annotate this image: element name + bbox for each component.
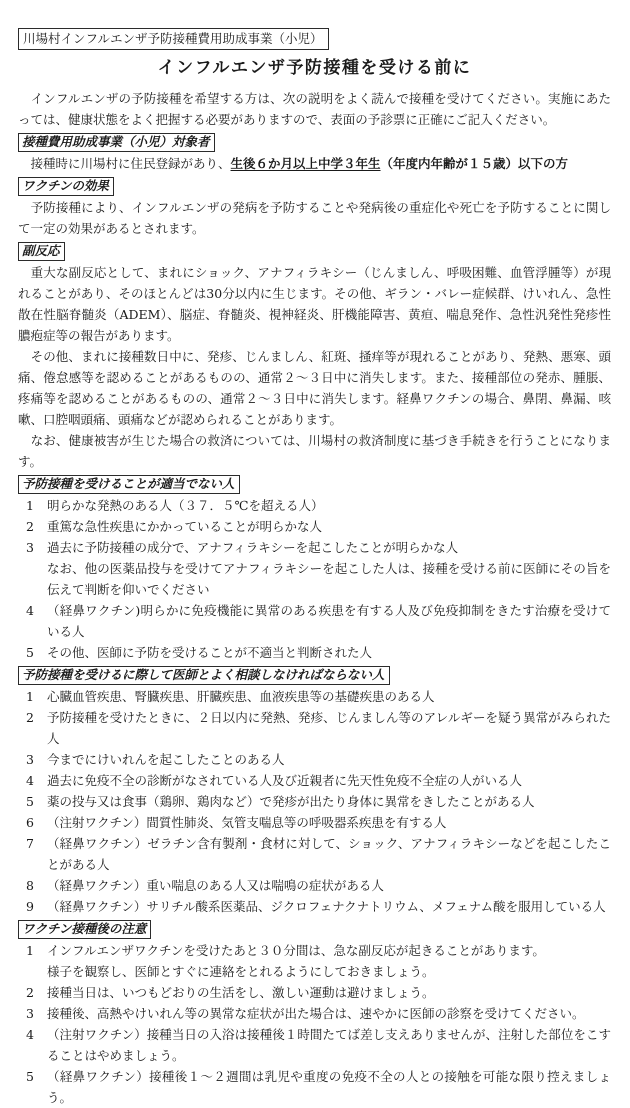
list-item-text: 心臓血管疾患、腎臓疾患、肝臓疾患、血液疾患等の基礎疾患のある人 <box>47 689 435 704</box>
list-item <box>18 516 611 537</box>
text-run: 重大な副反応として、まれにショック、アナフィラキシー（じんましん、呼吸困難、血管浮腫等）が現れることがあり、そのほとんどは30分以内に生じます。その他、ギラン・バレー症候群、けいれん、急性散在性脳脊髄炎（ADEM）、脳症、脊髄炎、視神経炎、肝機能障害、黄疸、喘息発作、急性汎発性発疹性膿疱症等の報告があります。 <box>18 265 611 343</box>
list-item-text: 接種後、高熱やけいれん等の異常な症状が出た場合は、速やかに医師の診察を受けてください。 <box>47 1006 585 1021</box>
list-item-text: （経鼻ワクチン）ゼラチン含有製剤・食材に対して、ショック、アナフィラキシーなどを起こしたことがある人 <box>47 836 611 872</box>
intro-paragraph: インフルエンザの予防接種を希望する方は、次の説明をよく読んで接種を受けてください。実施にあたっては、健康状態をよく把握する必要がありますので、表面の予診票に正確にご記入ください。 <box>18 91 611 127</box>
list-item-number: 1 <box>26 498 34 513</box>
section-heading: 副反応 <box>18 242 65 261</box>
text-run: 生後６か月以上中学３年生 <box>230 156 381 171</box>
program-box-row <box>18 28 611 50</box>
list-item <box>18 600 611 642</box>
list-item-number: 2 <box>26 519 34 534</box>
list-item-number: 9 <box>26 899 34 914</box>
list-item-number: 5 <box>26 645 34 660</box>
section-heading-row <box>18 131 611 152</box>
section <box>18 175 611 239</box>
list-item-number: 4 <box>26 1027 34 1042</box>
section <box>18 240 611 472</box>
section <box>18 918 611 1108</box>
list-item <box>18 686 611 707</box>
section-heading: 予防接種を受けることが適当でない人 <box>18 475 240 494</box>
section-heading: ワクチンの効果 <box>18 177 114 196</box>
sections-container <box>18 131 611 1108</box>
list-item-text: （経鼻ワクチン)明らかに免疫機能に異常のある疾患を有する人及び免疫抑制をきたす治療を受けている人 <box>47 603 611 639</box>
list-item-number: 4 <box>26 773 34 788</box>
paragraph <box>18 346 611 430</box>
list-item-number: 1 <box>26 689 34 704</box>
list-item <box>18 1003 611 1024</box>
section <box>18 131 611 174</box>
paragraph <box>18 430 611 472</box>
list-item-text: （経鼻ワクチン）重い喘息のある人又は喘鳴の症状がある人 <box>47 878 384 893</box>
program-title-box: 川場村インフルエンザ予防接種費用助成事業（小児） <box>18 28 329 50</box>
list-item-number: 5 <box>26 1069 34 1084</box>
list-item <box>18 495 611 516</box>
list-item <box>18 875 611 896</box>
list-item-number: 4 <box>26 603 34 618</box>
text-run: なお、健康被害が生じた場合の救済については、川場村の救済制度に基づき手続きを行うことになります。 <box>18 433 611 469</box>
list-item-note: 様子を観察し、医師とすぐに連絡をとれるようにしておきましょう。 <box>47 964 435 979</box>
section-heading-row <box>18 175 611 196</box>
paragraph <box>18 197 611 239</box>
list-item <box>18 833 611 875</box>
section-heading: ワクチン接種後の注意 <box>18 920 151 939</box>
list-item-number: 2 <box>26 710 34 725</box>
list-item-number: 1 <box>26 943 34 958</box>
list-item <box>18 1024 611 1066</box>
section-heading: 接種費用助成事業（小児）対象者 <box>18 133 215 152</box>
list-item-note: なお、他の医薬品投与を受けてアナフィラキシーを起こした人は、接種を受ける前に医師にその旨を伝えて判断を仰いでください <box>47 561 611 597</box>
list-item <box>18 791 611 812</box>
list-item <box>18 749 611 770</box>
list-item <box>18 770 611 791</box>
section-heading-row <box>18 240 611 261</box>
list-item-number: 3 <box>26 540 34 555</box>
list-item-text: （注射ワクチン）間質性肺炎、気管支喘息等の呼吸器系疾患を有する人 <box>47 815 447 830</box>
list-item-text: その他、医師に予防を受けることが不適当と判断された人 <box>47 645 373 660</box>
list-item-number: 7 <box>26 836 34 851</box>
paragraph <box>18 262 611 346</box>
section-heading: 予防接種を受けるに際して医師とよく相談しなければならない人 <box>18 666 390 685</box>
list-item-text: 重篤な急性疾患にかかっていることが明らかな人 <box>47 519 323 534</box>
list-item-number: 6 <box>26 815 34 830</box>
list-item-text: インフルエンザワクチンを受けたあと３０分間は、急な副反応が起きることがあります。 <box>47 943 545 958</box>
text-run: （年度内年齢が１５歳）以下の方 <box>380 156 569 171</box>
list-item <box>18 1066 611 1108</box>
list-item-number: 8 <box>26 878 34 893</box>
text-run: 予防接種により、インフルエンザの発病を予防することや発病後の重症化や死亡を予防することに関して一定の効果があるとされます。 <box>18 200 611 236</box>
list-item <box>18 940 611 961</box>
list-item <box>18 707 611 749</box>
list-item-text: 過去に免疫不全の診断がなされている人及び近親者に先天性免疫不全症の人がいる人 <box>47 773 523 788</box>
list-item-text: （経鼻ワクチン）接種後１～２週間は乳児や重度の免疫不全の人との接触を可能な限り控えましょう。 <box>47 1069 611 1105</box>
list-item-text: （注射ワクチン）接種当日の入浴は接種後１時間たてば差し支えありませんが、注射した部位をこすることはやめましょう。 <box>47 1027 611 1063</box>
section <box>18 664 611 917</box>
paragraph <box>18 153 611 174</box>
list-item-text: 過去に予防接種の成分で、アナフィラキシーを起こしたことが明らかな人 <box>47 540 459 555</box>
list-item-text: 接種当日は、いつもどおりの生活をし、激しい運動は避けましょう。 <box>47 985 435 1000</box>
list-item-text: 明らかな発熱のある人（３７．５℃を超える人） <box>47 498 324 513</box>
list-item <box>18 896 611 917</box>
list-item-number: 5 <box>26 794 34 809</box>
section-heading-row <box>18 473 611 494</box>
text-run: 接種時に川場村に住民登録があり、 <box>18 156 231 171</box>
list-item-text: （経鼻ワクチン）サリチル酸系医薬品、ジクロフェナクナトリウム、メフェナム酸を服用している人 <box>47 899 606 914</box>
list-item <box>18 812 611 833</box>
list-item <box>18 537 611 558</box>
list-item-text: 薬の投与又は食事（鶏卵、鶏肉など）で発疹が出たり身体に異常をきしたことがある人 <box>47 794 535 809</box>
document-title: インフルエンザ予防接種を受ける前に <box>157 58 472 78</box>
list-item-text: 予防接種を受けたときに、２日以内に発熱、発疹、じんましん等のアレルギーを疑う異常がみられた人 <box>47 710 611 746</box>
text-run: その他、まれに接種数日中に、発疹、じんましん、紅斑、掻痒等が現れることがあり、発熱、悪寒、頭痛、倦怠感等を認めることがあるものの、通常２～３日中に消失します。また、接種部位の発赤、腫脹、疼痛等を認めることがあるものの、通常２～３日中に消失します。経鼻ワクチンの場合、鼻閉、鼻漏、咳嗽、口腔咽頭痛、頭痛などが認められることがあります。 <box>18 349 611 427</box>
list-item-number: 2 <box>26 985 34 1000</box>
section <box>18 473 611 663</box>
section-heading-row <box>18 664 611 685</box>
list-item <box>18 982 611 1003</box>
list-item-text: 今までにけいれんを起こしたことのある人 <box>47 752 285 767</box>
list-item-number: 3 <box>26 1006 34 1021</box>
list-item <box>18 642 611 663</box>
list-item-number: 3 <box>26 752 34 767</box>
section-heading-row <box>18 918 611 939</box>
